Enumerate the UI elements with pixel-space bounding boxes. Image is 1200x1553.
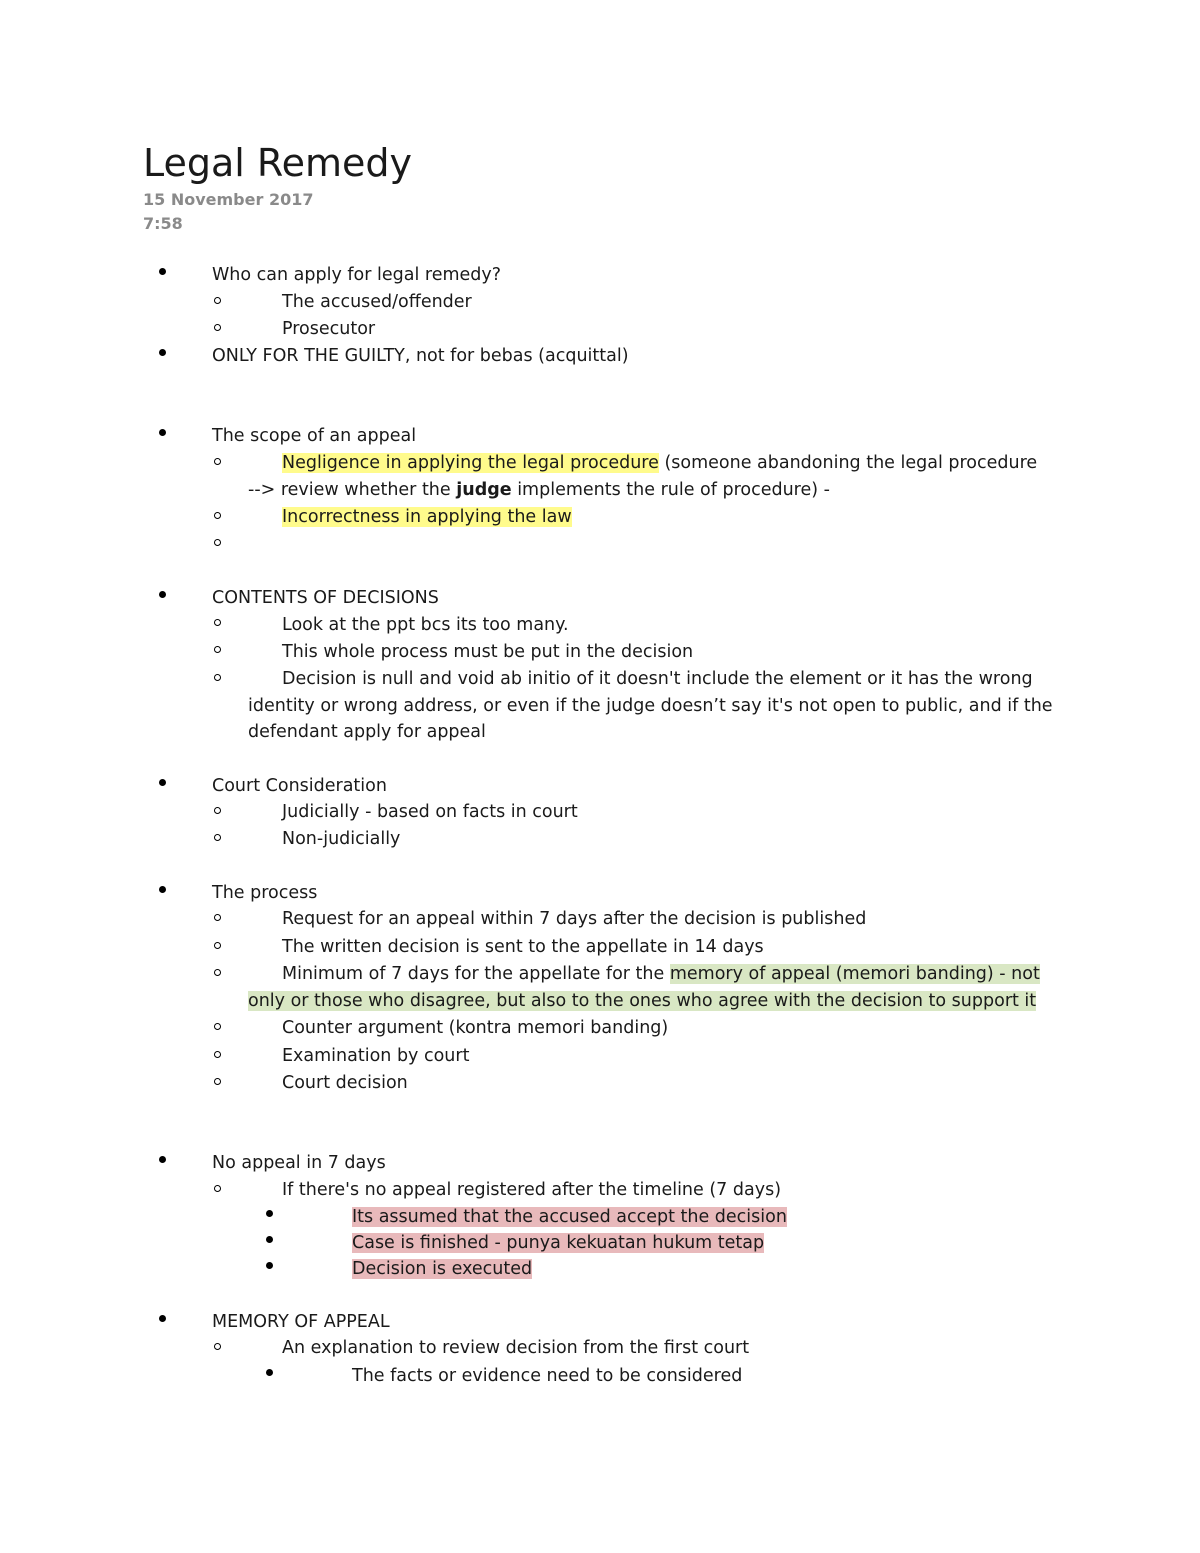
circle-bullet-icon [214, 1343, 221, 1350]
list-item: Who can apply for legal remedy? [212, 265, 502, 285]
list-item: The process [212, 883, 318, 903]
list-item-continuation: defendant apply for appeal [248, 722, 486, 742]
circle-bullet-icon [214, 539, 221, 546]
list-item: Decision is null and void ab initio of it doesn't include the element or it has the wrong [282, 669, 1033, 689]
circle-bullet-icon [214, 914, 221, 921]
bullet-icon [159, 779, 166, 786]
circle-bullet-icon [214, 834, 221, 841]
list-item: Court Consideration [212, 776, 387, 796]
list-item: Negligence in applying the legal procedure (someone abandoning the legal procedure [282, 453, 1038, 473]
circle-bullet-icon [214, 1078, 221, 1085]
highlight: Negligence in applying the legal procedure [282, 453, 659, 473]
circle-bullet-icon [214, 324, 221, 331]
list-item: Counter argument (kontra memori banding) [282, 1018, 669, 1038]
date: 15 November 2017 [143, 190, 314, 209]
bullet-icon [159, 268, 166, 275]
list-item: Request for an appeal within 7 days after the decision is published [282, 909, 867, 929]
bullet-icon [266, 1262, 273, 1269]
list-item: CONTENTS OF DECISIONS [212, 588, 439, 608]
bullet-icon [159, 429, 166, 436]
list-item: Court decision [282, 1073, 408, 1093]
highlight: memory of appeal (memori banding) - not [669, 964, 1040, 984]
list-item: Prosecutor [282, 319, 376, 339]
list-item [282, 505, 572, 529]
list-item [352, 1257, 532, 1281]
bullet-icon [159, 1156, 166, 1163]
circle-bullet-icon [214, 674, 221, 681]
list-item [352, 1205, 787, 1229]
circle-bullet-icon [214, 1051, 221, 1058]
list-item: Examination by court [282, 1046, 470, 1066]
bullet-icon [266, 1369, 273, 1376]
circle-bullet-icon [214, 458, 221, 465]
highlight: Its assumed that the accused accept the decision [352, 1207, 787, 1227]
time: 7:58 [143, 214, 183, 233]
bullet-icon [159, 886, 166, 893]
list-item: Look at the ppt bcs its too many. [282, 615, 569, 635]
list-item: ONLY FOR THE GUILTY, not for bebas (acquittal) [212, 346, 629, 366]
list-item: The accused/offender [282, 292, 472, 312]
list-item: MEMORY OF APPEAL [212, 1312, 390, 1332]
list-item [352, 1231, 764, 1255]
circle-bullet-icon [214, 512, 221, 519]
list-item-continuation: --> review whether the judge implements the rule of procedure) - [248, 480, 830, 500]
bullet-icon [159, 349, 166, 356]
list-item: Non-judicially [282, 829, 401, 849]
highlight: only or those who disagree, but also to the ones who agree with the decision to support it [248, 991, 1037, 1011]
circle-bullet-icon [214, 619, 221, 626]
list-item: Minimum of 7 days for the appellate for the memory of appeal (memori banding) - not [282, 964, 1040, 984]
list-item-continuation: identity or wrong address, or even if the judge doesn’t say it's not open to public, and if the [248, 696, 1053, 716]
circle-bullet-icon [214, 969, 221, 976]
list-item: Judicially - based on facts in court [282, 802, 578, 822]
list-item: If there's no appeal registered after the timeline (7 days) [282, 1180, 782, 1200]
bullet-icon [159, 1315, 166, 1322]
bullet-icon [159, 591, 166, 598]
circle-bullet-icon [214, 942, 221, 949]
list-item-continuation [248, 989, 1036, 1013]
list-item: The facts or evidence need to be considered [352, 1366, 743, 1386]
list-item: The written decision is sent to the appellate in 14 days [282, 937, 764, 957]
bullet-icon [266, 1236, 273, 1243]
highlight: Case is finished - punya kekuatan hukum tetap [352, 1233, 765, 1253]
list-item: The scope of an appeal [212, 426, 417, 446]
list-item: No appeal in 7 days [212, 1153, 386, 1173]
circle-bullet-icon [214, 1185, 221, 1192]
highlight: Incorrectness in applying the law [282, 507, 572, 527]
bullet-icon [266, 1210, 273, 1217]
list-item: An explanation to review decision from the first court [282, 1338, 750, 1358]
circle-bullet-icon [214, 297, 221, 304]
page-title: Legal Remedy [143, 141, 413, 185]
circle-bullet-icon [214, 646, 221, 653]
circle-bullet-icon [214, 807, 221, 814]
circle-bullet-icon [214, 1023, 221, 1030]
list-item: This whole process must be put in the decision [282, 642, 694, 662]
highlight: Decision is executed [352, 1259, 533, 1279]
